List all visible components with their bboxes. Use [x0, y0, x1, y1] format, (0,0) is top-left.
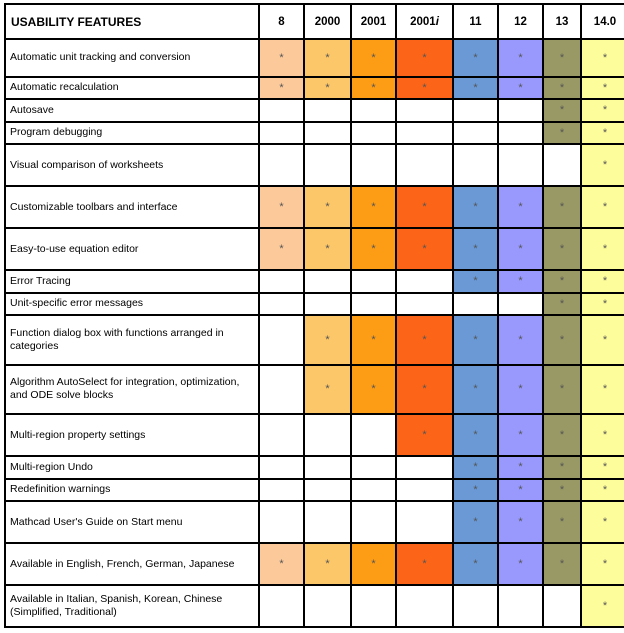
usability-features-table	[4, 3, 624, 628]
supported-cell	[397, 229, 452, 269]
supported-cell	[544, 316, 580, 364]
empty-cell	[260, 457, 303, 478]
supported-cell	[352, 78, 395, 99]
feature-name: Program debugging	[6, 123, 258, 144]
empty-cell	[499, 123, 542, 144]
table-row	[6, 40, 624, 76]
empty-cell	[260, 145, 303, 185]
column-header-version: 8	[260, 5, 303, 38]
supported-cell	[544, 366, 580, 414]
support-mark: *	[559, 81, 565, 94]
supported-cell	[582, 502, 624, 542]
empty-cell	[260, 480, 303, 501]
support-mark: *	[279, 243, 284, 256]
support-mark: *	[325, 51, 330, 64]
supported-cell	[582, 78, 624, 99]
empty-cell	[397, 586, 452, 626]
empty-cell	[352, 271, 395, 292]
supported-cell	[582, 187, 624, 227]
support-mark: *	[559, 201, 565, 214]
table-row	[6, 145, 624, 185]
supported-cell	[352, 366, 395, 414]
support-mark: *	[371, 81, 376, 94]
supported-cell	[454, 316, 497, 364]
support-mark: *	[473, 483, 478, 496]
empty-cell	[260, 100, 303, 121]
empty-cell	[454, 586, 497, 626]
support-mark: *	[559, 333, 565, 346]
supported-cell	[582, 457, 624, 478]
empty-cell	[352, 100, 395, 121]
supported-cell	[305, 78, 350, 99]
empty-cell	[305, 480, 350, 501]
support-mark: *	[371, 201, 376, 214]
supported-cell	[544, 294, 580, 315]
supported-cell	[499, 40, 542, 76]
support-mark: *	[422, 383, 427, 396]
supported-cell	[544, 502, 580, 542]
feature-name: Automatic recalculation	[6, 78, 258, 99]
empty-cell	[305, 415, 350, 455]
empty-cell	[397, 100, 452, 121]
table-row	[6, 502, 624, 542]
support-mark: *	[518, 51, 523, 64]
supported-cell	[544, 457, 580, 478]
support-mark: *	[518, 558, 523, 570]
empty-cell	[352, 294, 395, 315]
empty-cell	[544, 145, 580, 185]
supported-cell	[305, 366, 350, 414]
supported-cell	[260, 187, 303, 227]
empty-cell	[305, 586, 350, 626]
empty-cell	[352, 480, 395, 501]
support-mark: *	[473, 51, 478, 64]
support-mark: *	[279, 81, 284, 94]
empty-cell	[260, 586, 303, 626]
table-row	[6, 457, 624, 478]
support-mark: *	[559, 104, 565, 117]
table-row	[6, 294, 624, 315]
support-mark: *	[602, 275, 608, 288]
empty-cell	[305, 123, 350, 144]
supported-cell	[352, 40, 395, 76]
supported-cell	[499, 271, 542, 292]
feature-name: Easy-to-use equation editor	[6, 229, 258, 269]
empty-cell	[260, 271, 303, 292]
supported-cell	[260, 78, 303, 99]
supported-cell	[454, 40, 497, 76]
supported-cell	[454, 229, 497, 269]
support-mark: *	[473, 558, 478, 570]
table-row	[6, 187, 624, 227]
supported-cell	[352, 316, 395, 364]
empty-cell	[454, 123, 497, 144]
support-mark: *	[518, 243, 523, 256]
supported-cell	[499, 415, 542, 455]
supported-cell	[499, 544, 542, 584]
empty-cell	[499, 294, 542, 315]
supported-cell	[454, 502, 497, 542]
supported-cell	[305, 40, 350, 76]
support-mark: *	[371, 558, 376, 570]
support-mark: *	[602, 297, 608, 310]
supported-cell	[397, 316, 452, 364]
supported-cell	[305, 316, 350, 364]
empty-cell	[397, 457, 452, 478]
support-mark: *	[279, 201, 284, 214]
supported-cell	[544, 480, 580, 501]
support-mark: *	[279, 51, 284, 64]
supported-cell	[397, 40, 452, 76]
table-row	[6, 316, 624, 364]
feature-name: Customizable toolbars and interface	[6, 187, 258, 227]
feature-name: Autosave	[6, 100, 258, 121]
support-mark: *	[559, 383, 565, 396]
supported-cell	[544, 40, 580, 76]
feature-name: Available in English, French, German, Japanese	[6, 544, 258, 584]
empty-cell	[305, 145, 350, 185]
support-mark: *	[518, 461, 523, 474]
column-header-version: 12	[499, 5, 542, 38]
empty-cell	[352, 586, 395, 626]
supported-cell	[582, 586, 624, 626]
support-mark: *	[518, 516, 523, 529]
support-mark: *	[559, 51, 565, 64]
supported-cell	[582, 271, 624, 292]
supported-cell	[544, 415, 580, 455]
support-mark: *	[473, 461, 478, 474]
empty-cell	[352, 415, 395, 455]
feature-rows	[6, 40, 624, 626]
supported-cell	[499, 502, 542, 542]
supported-cell	[397, 544, 452, 584]
support-mark: *	[602, 126, 608, 139]
support-mark: *	[325, 201, 330, 214]
supported-cell	[499, 480, 542, 501]
empty-cell	[352, 145, 395, 185]
empty-cell	[397, 480, 452, 501]
supported-cell	[582, 544, 624, 584]
supported-cell	[582, 480, 624, 501]
supported-cell	[305, 187, 350, 227]
column-header-version: 2001	[352, 5, 395, 38]
feature-name: Available in Italian, Spanish, Korean, Chinese (Simplified, Traditional)	[6, 586, 258, 626]
support-mark: *	[559, 275, 565, 288]
empty-cell	[397, 145, 452, 185]
support-mark: *	[422, 333, 427, 346]
support-mark: *	[473, 383, 478, 396]
supported-cell	[544, 123, 580, 144]
table-row	[6, 271, 624, 292]
supported-cell	[544, 78, 580, 99]
empty-cell	[305, 457, 350, 478]
feature-name: Automatic unit tracking and conversion	[6, 40, 258, 76]
feature-name: Algorithm AutoSelect for integration, optimization, and ODE solve blocks	[6, 366, 258, 414]
supported-cell	[582, 415, 624, 455]
empty-cell	[352, 457, 395, 478]
feature-name: Function dialog box with functions arranged in categories	[6, 316, 258, 364]
supported-cell	[499, 366, 542, 414]
table-row	[6, 123, 624, 144]
support-mark: *	[602, 201, 608, 214]
empty-cell	[260, 294, 303, 315]
supported-cell	[582, 100, 624, 121]
supported-cell	[260, 544, 303, 584]
empty-cell	[305, 271, 350, 292]
support-mark: *	[518, 383, 523, 396]
support-mark: *	[602, 516, 608, 529]
support-mark: *	[518, 81, 523, 94]
support-mark: *	[518, 333, 523, 346]
table-row	[6, 544, 624, 584]
support-mark: *	[559, 243, 565, 256]
table-row	[6, 480, 624, 501]
supported-cell	[544, 187, 580, 227]
supported-cell	[499, 78, 542, 99]
supported-cell	[454, 480, 497, 501]
support-mark: *	[371, 383, 376, 396]
support-mark: *	[518, 483, 523, 496]
supported-cell	[544, 271, 580, 292]
empty-cell	[352, 502, 395, 542]
supported-cell	[454, 544, 497, 584]
support-mark: *	[325, 383, 330, 396]
column-header-features: USABILITY FEATURES	[6, 5, 258, 38]
support-mark: *	[473, 516, 478, 529]
empty-cell	[397, 294, 452, 315]
support-mark: *	[602, 429, 608, 442]
empty-cell	[260, 366, 303, 414]
supported-cell	[397, 415, 452, 455]
support-mark: *	[518, 275, 523, 288]
column-header-version: 11	[454, 5, 497, 38]
support-mark: *	[559, 126, 565, 139]
supported-cell	[499, 316, 542, 364]
table-row	[6, 78, 624, 99]
support-mark: *	[473, 429, 478, 442]
support-mark: *	[602, 51, 608, 64]
empty-cell	[305, 502, 350, 542]
supported-cell	[582, 316, 624, 364]
support-mark: *	[473, 201, 478, 214]
support-mark: *	[602, 483, 608, 496]
empty-cell	[454, 100, 497, 121]
support-mark: *	[371, 51, 376, 64]
supported-cell	[305, 229, 350, 269]
support-mark: *	[422, 429, 427, 442]
support-mark: *	[602, 558, 608, 570]
support-mark: *	[559, 483, 565, 496]
feature-name: Visual comparison of worksheets	[6, 145, 258, 185]
empty-cell	[260, 502, 303, 542]
supported-cell	[582, 366, 624, 414]
column-header-version: 2001i	[397, 5, 452, 38]
support-mark: *	[602, 461, 608, 474]
support-mark: *	[325, 333, 330, 346]
support-mark: *	[518, 201, 523, 214]
supported-cell	[352, 187, 395, 227]
table-row	[6, 366, 624, 414]
support-mark: *	[325, 558, 330, 570]
supported-cell	[499, 187, 542, 227]
support-mark: *	[473, 243, 478, 256]
supported-cell	[582, 145, 624, 185]
support-mark: *	[559, 461, 565, 474]
supported-cell	[260, 229, 303, 269]
supported-cell	[454, 78, 497, 99]
empty-cell	[499, 145, 542, 185]
empty-cell	[305, 100, 350, 121]
table-row	[6, 586, 624, 626]
column-header-version: 2000	[305, 5, 350, 38]
empty-cell	[305, 294, 350, 315]
feature-name: Redefinition warnings	[6, 480, 258, 501]
support-mark: *	[559, 558, 565, 570]
support-mark: *	[602, 383, 608, 396]
support-mark: *	[602, 104, 608, 117]
empty-cell	[454, 145, 497, 185]
support-mark: *	[559, 516, 565, 529]
supported-cell	[454, 187, 497, 227]
support-mark: *	[602, 81, 608, 94]
feature-name: Unit-specific error messages	[6, 294, 258, 315]
support-mark: *	[473, 333, 478, 346]
supported-cell	[397, 366, 452, 414]
support-mark: *	[422, 81, 427, 94]
supported-cell	[454, 415, 497, 455]
supported-cell	[305, 544, 350, 584]
support-mark: *	[279, 558, 284, 570]
support-mark: *	[559, 297, 565, 310]
supported-cell	[544, 229, 580, 269]
support-mark: *	[325, 81, 330, 94]
support-mark: *	[473, 81, 478, 94]
feature-name: Multi-region Undo	[6, 457, 258, 478]
empty-cell	[397, 123, 452, 144]
supported-cell	[499, 457, 542, 478]
supported-cell	[454, 457, 497, 478]
support-mark: *	[518, 429, 523, 442]
support-mark: *	[422, 558, 427, 570]
support-mark: *	[422, 51, 427, 64]
supported-cell	[352, 544, 395, 584]
supported-cell	[582, 294, 624, 315]
header-row	[6, 5, 624, 38]
supported-cell	[397, 187, 452, 227]
support-mark: *	[371, 333, 376, 346]
empty-cell	[454, 294, 497, 315]
support-mark: *	[422, 201, 427, 214]
supported-cell	[454, 271, 497, 292]
column-header-version: 13	[544, 5, 580, 38]
supported-cell	[544, 100, 580, 121]
support-mark: *	[325, 243, 330, 256]
empty-cell	[352, 123, 395, 144]
support-mark: *	[559, 429, 565, 442]
empty-cell	[397, 502, 452, 542]
supported-cell	[582, 40, 624, 76]
empty-cell	[260, 316, 303, 364]
empty-cell	[260, 123, 303, 144]
supported-cell	[544, 544, 580, 584]
support-mark: *	[602, 333, 608, 346]
support-mark: *	[473, 275, 478, 288]
feature-name: Error Tracing	[6, 271, 258, 292]
table-row	[6, 415, 624, 455]
support-mark: *	[602, 243, 608, 256]
supported-cell	[397, 78, 452, 99]
empty-cell	[260, 415, 303, 455]
empty-cell	[397, 271, 452, 292]
supported-cell	[499, 229, 542, 269]
support-mark: *	[371, 243, 376, 256]
supported-cell	[260, 40, 303, 76]
supported-cell	[582, 229, 624, 269]
column-header-version: 14.0	[582, 5, 624, 38]
table-row	[6, 100, 624, 121]
table-row	[6, 229, 624, 269]
supported-cell	[454, 366, 497, 414]
empty-cell	[544, 586, 580, 626]
empty-cell	[499, 586, 542, 626]
supported-cell	[582, 123, 624, 144]
support-mark: *	[602, 159, 608, 172]
feature-name: Multi-region property settings	[6, 415, 258, 455]
support-mark: *	[602, 599, 608, 612]
feature-name: Mathcad User's Guide on Start menu	[6, 502, 258, 542]
support-mark: *	[422, 243, 427, 256]
empty-cell	[499, 100, 542, 121]
supported-cell	[352, 229, 395, 269]
